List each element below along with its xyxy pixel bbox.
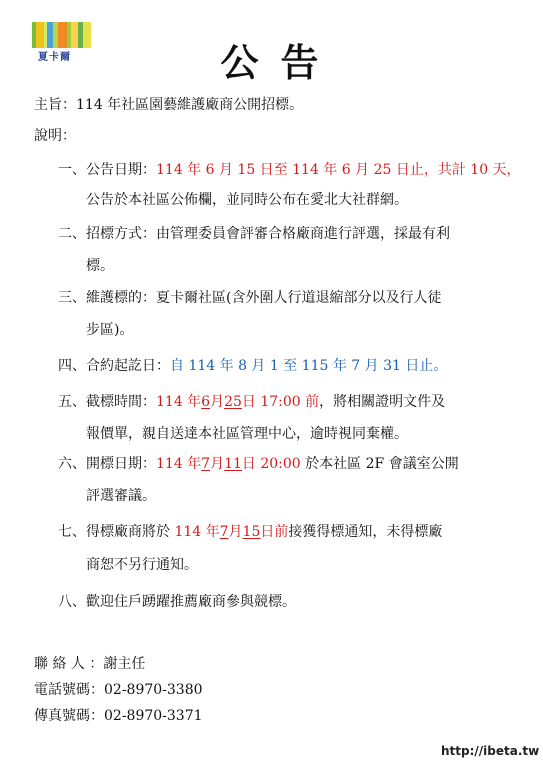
item-text: 合約起訖日： [86,358,170,374]
item-continuation: 步區)。 [86,322,134,338]
item-text: 日 20:00 [241,456,301,472]
item-continuation: 商恕不另行通知。 [86,557,198,573]
item-text: 月 [210,456,225,472]
notice-item [58,160,521,180]
item-text: 25 [224,394,242,410]
contact-fax: 傳真號碼：02-8970-3371 [34,708,203,724]
item-text: 月 [210,394,225,410]
item-text: 自 114 年 8 月 1 至 115 年 7 月 31 日止。 [170,358,448,374]
item-text: 日 17:00 前 [241,394,320,410]
item-number: 四、 [58,358,86,374]
item-text: 7 [219,524,229,540]
item-text: 招標方式：由管理委員會評審合格廠商進行評選，採最有利 [86,226,450,242]
item-text: ，將相關證明文件及 [319,394,446,410]
item-number: 八、 [58,594,86,610]
watermark: http://ibeta.tw [441,744,540,758]
contact-phone: 電話號碼：02-8970-3380 [34,682,203,698]
logo-text: 夏卡爾 [38,52,71,63]
item-continuation: 評選審議。 [86,488,156,504]
notice-subject: 主旨：114 年社區園藝維護廠商公開招標。 [34,97,304,113]
notice-item [58,356,447,376]
item-text: 7 [201,456,211,472]
item-text: 維護標的：夏卡爾社區(含外圍人行道退縮部分以及行人徒 [86,290,442,306]
item-number: 一、 [58,162,86,178]
item-text: 114 年 [156,394,202,410]
item-number: 二、 [58,226,86,242]
item-text: 得標廠商將於 [86,524,175,540]
item-text: 公告日期： [86,162,156,178]
item-text: 截標時間： [86,394,156,410]
item-continuation: 報價單，親自送達本社區管理中心，逾時視同棄權。 [86,426,408,442]
page-title: 公告 [220,40,341,85]
item-number: 六、 [58,456,86,472]
notice-item [58,522,442,542]
notice-item [58,392,445,412]
contact-person: 聯 絡 人 ：謝主任 [34,656,146,672]
explanation-label: 說明： [34,128,76,144]
item-text: 接獲得標通知，未得標廠 [288,524,443,540]
item-text: 開標日期： [86,456,156,472]
item-number: 五、 [58,394,86,410]
item-continuation: 公告於本社區公佈欄，並同時公布在愛北大社群網。 [86,192,408,208]
item-text: 15 [242,524,261,540]
item-text: 於本社區 2F 會議室公開 [300,456,459,472]
item-text: 6 [201,394,211,410]
item-text: 日前 [260,524,289,540]
item-text: 月 [228,524,243,540]
item-number: 三、 [58,290,86,306]
item-text: 114 年 [156,456,202,472]
item-number: 七、 [58,524,86,540]
item-continuation: 標。 [86,258,114,274]
item-text: 114 年 6 月 15 日至 114 年 6 月 25 日止，共計 10 天， [156,162,521,178]
notice-item [58,592,296,612]
item-text: 114 年 [174,524,220,540]
notice-item [58,454,459,474]
notice-item [58,224,450,244]
item-text: 11 [224,456,242,472]
notice-item [58,288,441,308]
item-text: 歡迎住戶踴躍推薦廠商參與競標。 [86,594,296,610]
